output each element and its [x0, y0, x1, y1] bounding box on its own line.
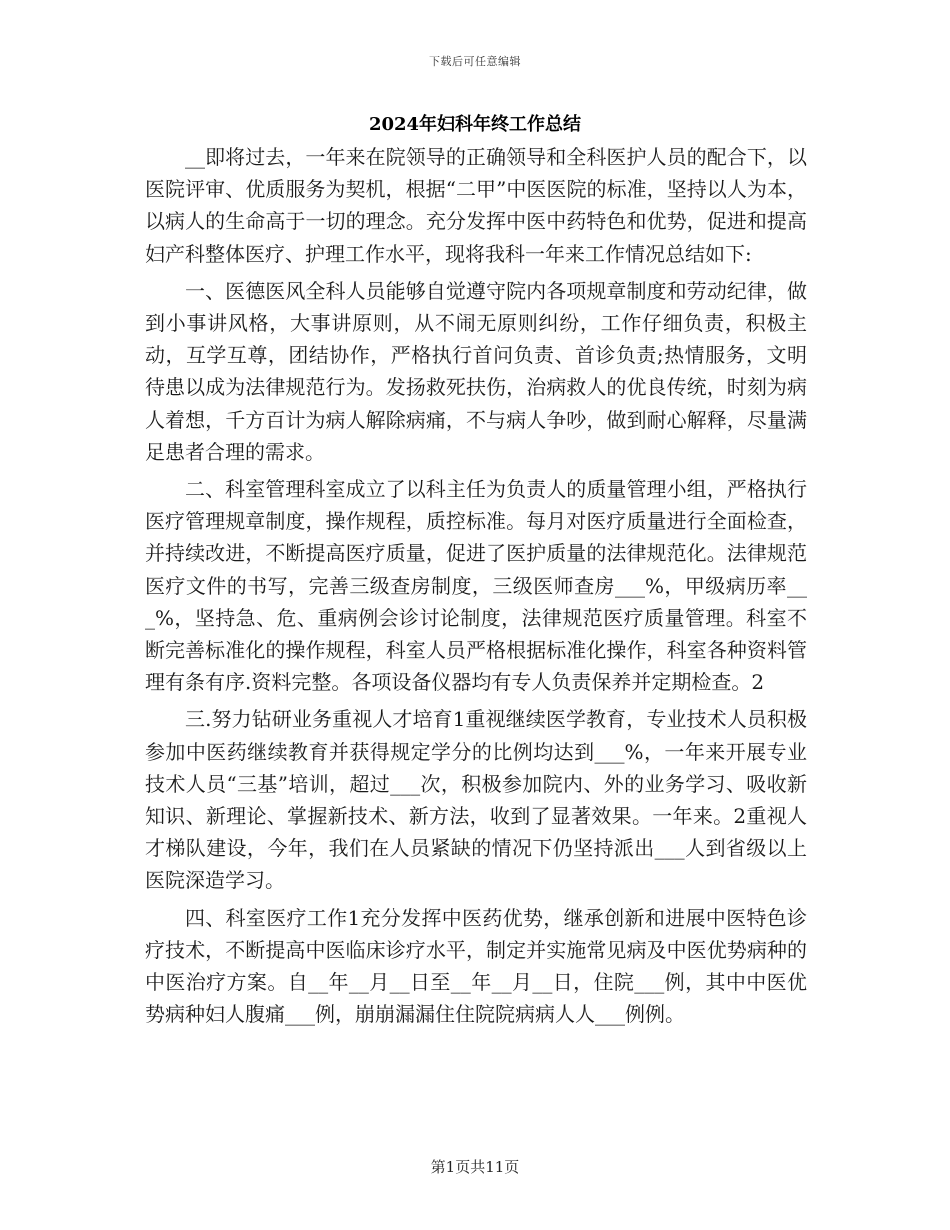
paragraph-talent-training: 三.努力钻研业务重视人才培育1重视继续医学教育，专业技术人员积极参加中医药继续教育并获得规定学分的比例均达到___%，一年来开展专业技术人员“三基”培训，超过___次，积极参加院内、外的业务学习、吸收新知识、新理论、掌握新技术、新方法，收到了显著效果。一年来。2重视人才梯队建设，今年，我们在人员紧缺的情况下仍坚持派出___人到省级以上医院深造学习。	[145, 707, 807, 893]
paragraph-medical-ethics: 一、医德医风全科人员能够自觉遵守院内各项规章制度和劳动纪律，做到小事讲风格，大事讲原则，从不闹无原则纠纷，工作仔细负责，积极主动，互学互尊，团结协作，严格执行首问负责、首诊负责;热情服务，文明待患以成为法律规范行为。发扬救死扶伤，治病救人的优良传统，时刻为病人着想，千方百计为病人解除病痛，不与病人争吵，做到耐心解释，尽量满足患者合理的需求。	[145, 278, 807, 464]
page-header-note: 下载后可任意编辑	[429, 55, 521, 68]
document-body	[145, 141, 807, 1030]
document-title: 2024年妇科年终工作总结	[368, 114, 582, 135]
paragraph-medical-work: 四、科室医疗工作1充分发挥中医药优势，继承创新和进展中医特色诊疗技术，不断提高中医临床诊疗水平，制定并实施常见病及中医优势病种的中医治疗方案。自__年__月__日至__年__月__日，住院___例，其中中医优势病种妇人腹痛___例，崩崩漏漏住住院院病病人人___例例。	[145, 905, 807, 1027]
paragraph-intro: __即将过去，一年来在院领导的正确领导和全科医护人员的配合下，以医院评审、优质服务为契机，根据“二甲”中医医院的标准，坚持以人为本，以病人的生命高于一切的理念。充分发挥中医中药特色和优势，促进和提高妇产科整体医疗、护理工作水平，现将我科一年来工作情况总结如下:	[145, 145, 807, 266]
page-number-footer: 第1页共11页	[430, 1158, 520, 1176]
paragraph-department-management: 二、科室管理科室成立了以科主任为负责人的质量管理小组，严格执行医疗管理规章制度，操作规程，质控标准。每月对医疗质量进行全面检查，并持续改进，不断提高医疗质量，促进了医护质量的法律规范化。法律规范医疗文件的书写，完善三级查房制度，三级医师查房___%，甲级病历率___%，坚持急、危、重病例会诊讨论制度，法律规范医疗质量管理。科室不断完善标准化的操作规程，科室人员严格根据标准化操作，科室各种资料管理有条有序.资料完整。各项设备仪器均有专人负责保养并定期检查。2	[145, 477, 807, 695]
